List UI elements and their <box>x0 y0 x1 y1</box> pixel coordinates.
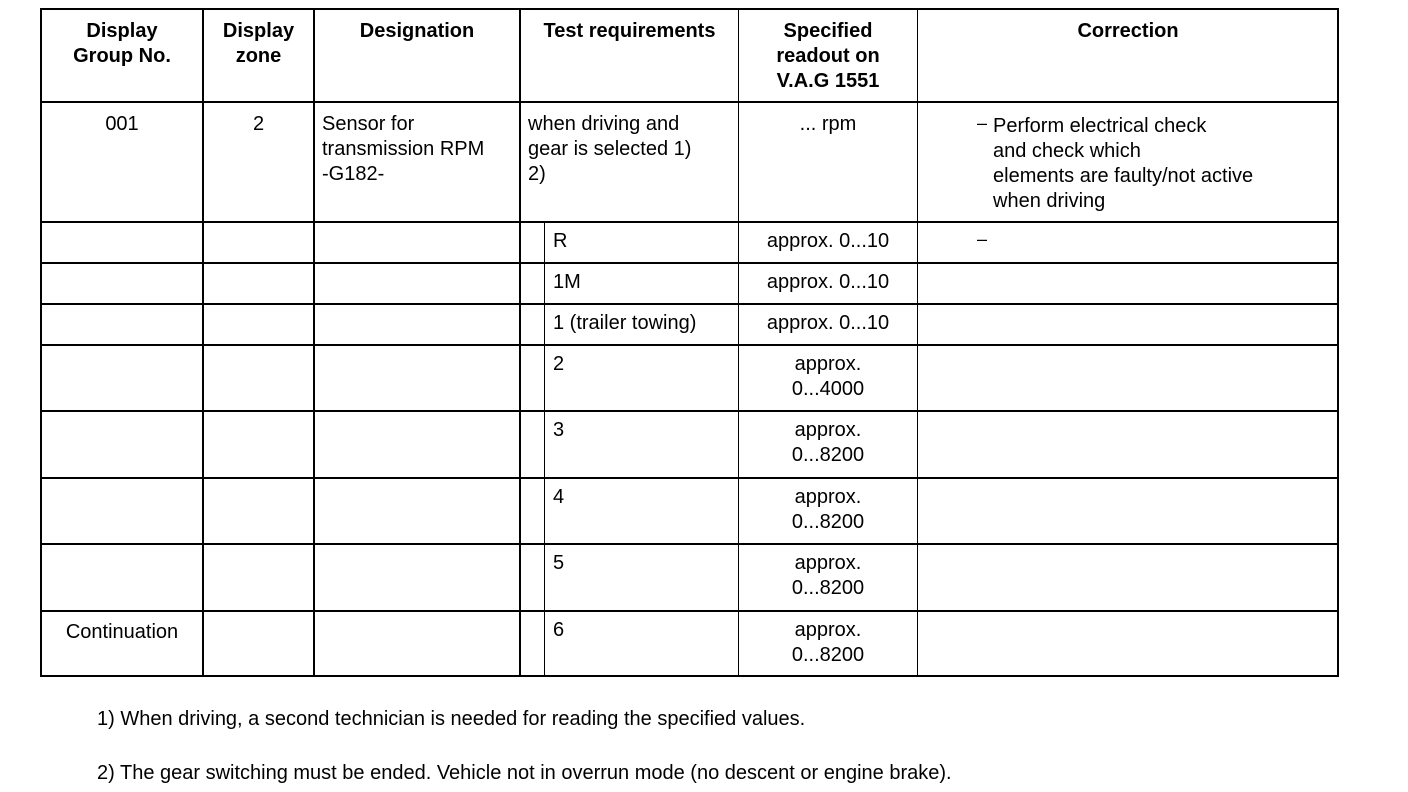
cell-group-no: 001 <box>105 113 139 135</box>
cell-group-no <box>42 412 202 477</box>
correction-dash: – <box>977 113 988 133</box>
header-test-requirements: Test requirements <box>543 20 716 42</box>
cell-readout: approx. 0...10 <box>766 271 890 293</box>
table-row <box>42 479 1337 543</box>
cell-group-no <box>42 545 202 610</box>
cell-gear: 2 <box>553 353 565 375</box>
cell-gear: 6 <box>553 619 565 641</box>
cell-gear: R <box>553 230 568 252</box>
cell-gear: 1M <box>553 271 581 293</box>
header-group-no: Display Group No. <box>73 20 171 67</box>
cell-group-no <box>42 223 202 262</box>
cell-group-no <box>42 479 202 543</box>
footnote-1: 1) When driving, a second technician is needed for reading the specified values. <box>97 708 806 730</box>
table-row <box>42 103 1337 221</box>
cell-test-requirements: when driving and gear is selected 1) 2) <box>528 113 692 185</box>
header-row <box>42 10 1337 101</box>
cell-group-no: Continuation <box>65 621 179 643</box>
cell-group-no <box>42 264 202 303</box>
table-row <box>42 264 1337 303</box>
cell-group-no <box>42 305 202 344</box>
cell-readout: approx. 0...8200 <box>791 419 865 466</box>
cell-designation: Sensor for transmission RPM -G182- <box>322 113 485 185</box>
cell-gear: 1 (trailer towing) <box>553 312 697 334</box>
diagnostic-table <box>40 8 1339 677</box>
cell-correction <box>993 412 1333 477</box>
table-row <box>42 545 1337 610</box>
table-row <box>42 305 1337 344</box>
cell-correction <box>993 264 1333 303</box>
cell-group-no <box>42 346 202 410</box>
cell-correction <box>993 346 1333 410</box>
cell-readout: approx. 0...4000 <box>791 353 865 400</box>
cell-zone: 2 <box>252 113 265 135</box>
cell-specified-readout: ... rpm <box>799 113 857 135</box>
cell-correction <box>993 479 1333 543</box>
table-row <box>42 612 1337 675</box>
cell-readout: approx. 0...8200 <box>791 486 865 533</box>
header-correction: Correction <box>1077 20 1179 42</box>
cell-correction <box>993 545 1333 610</box>
correction-dash: – <box>977 229 988 249</box>
footnote-2: 2) The gear switching must be ended. Vehicle not in overrun mode (no descent or engine brake). <box>97 762 952 784</box>
cell-readout: approx. 0...10 <box>766 312 890 334</box>
table-row <box>42 412 1337 477</box>
header-designation: Designation <box>359 20 475 42</box>
cell-readout: approx. 0...8200 <box>791 619 865 666</box>
cell-gear: 5 <box>553 552 565 574</box>
cell-gear: 4 <box>553 486 565 508</box>
cell-correction <box>993 612 1333 675</box>
cell-readout: approx. 0...10 <box>766 230 890 252</box>
header-zone: Display zone <box>222 20 295 67</box>
cell-gear: 3 <box>553 419 565 441</box>
cell-correction <box>993 305 1333 344</box>
table-row <box>42 223 1337 262</box>
cell-correction: Perform electrical check and check which elements are faulty/not active when driving <box>993 115 1254 212</box>
table-row <box>42 346 1337 410</box>
header-specified-readout: Specified readout on V.A.G 1551 <box>776 20 880 92</box>
cell-readout: approx. 0...8200 <box>791 552 865 599</box>
